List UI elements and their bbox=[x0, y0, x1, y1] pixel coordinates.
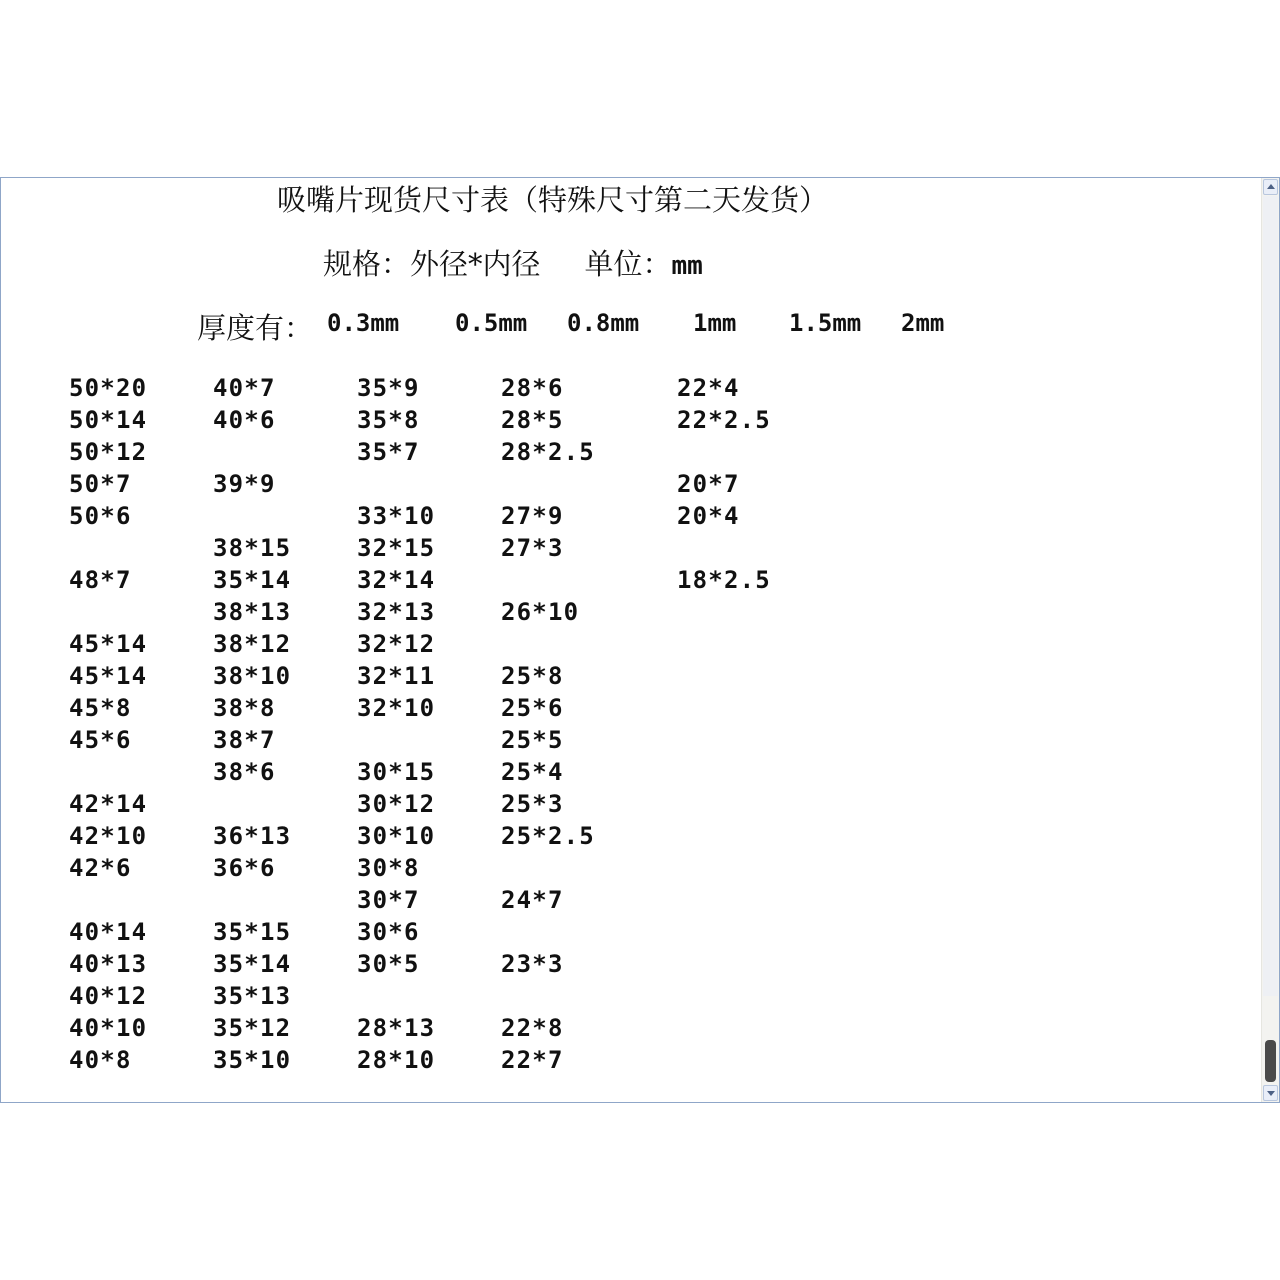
size-cell: 35*15 bbox=[213, 918, 292, 946]
size-cell: 30*12 bbox=[357, 790, 436, 818]
thickness-value: 0.5mm bbox=[455, 309, 528, 337]
scroll-down-arrow-icon[interactable] bbox=[1263, 1085, 1278, 1101]
size-cell: 30*7 bbox=[357, 886, 420, 914]
size-cell: 35*10 bbox=[213, 1046, 292, 1074]
scrollbar-track[interactable] bbox=[1263, 196, 1278, 996]
thickness-value: 1.5mm bbox=[789, 309, 862, 337]
size-cell: 38*12 bbox=[213, 630, 292, 658]
size-cell: 32*10 bbox=[357, 694, 436, 722]
page-title: 吸嘴片现货尺寸表（特殊尺寸第二天发货） bbox=[277, 183, 829, 217]
size-cell: 35*14 bbox=[213, 950, 292, 978]
size-cell: 23*3 bbox=[501, 950, 564, 978]
size-cell: 45*8 bbox=[69, 694, 132, 722]
size-cell: 50*20 bbox=[69, 374, 148, 402]
size-cell: 40*6 bbox=[213, 406, 276, 434]
size-cell: 36*13 bbox=[213, 822, 292, 850]
spec-label: 规格：外径*内径 bbox=[323, 247, 541, 281]
size-cell: 45*6 bbox=[69, 726, 132, 754]
size-cell: 50*14 bbox=[69, 406, 148, 434]
size-cell: 18*2.5 bbox=[677, 566, 771, 594]
size-cell: 32*12 bbox=[357, 630, 436, 658]
size-cell: 25*8 bbox=[501, 662, 564, 690]
size-cell: 35*13 bbox=[213, 982, 292, 1010]
size-cell: 28*10 bbox=[357, 1046, 436, 1074]
size-cell: 35*7 bbox=[357, 438, 420, 466]
size-cell: 35*12 bbox=[213, 1014, 292, 1042]
size-cell: 30*10 bbox=[357, 822, 436, 850]
size-cell: 22*7 bbox=[501, 1046, 564, 1074]
size-cell: 50*6 bbox=[69, 502, 132, 530]
size-cell: 40*12 bbox=[69, 982, 148, 1010]
size-cell: 26*10 bbox=[501, 598, 580, 626]
size-cell: 30*6 bbox=[357, 918, 420, 946]
size-cell: 32*11 bbox=[357, 662, 436, 690]
size-cell: 38*8 bbox=[213, 694, 276, 722]
size-cell: 50*12 bbox=[69, 438, 148, 466]
spec-line bbox=[323, 242, 703, 283]
thickness-value: 0.8mm bbox=[567, 309, 640, 337]
size-cell: 50*7 bbox=[69, 470, 132, 498]
size-cell: 42*14 bbox=[69, 790, 148, 818]
thickness-value: 2mm bbox=[901, 309, 945, 337]
size-cell: 38*13 bbox=[213, 598, 292, 626]
size-cell: 22*4 bbox=[677, 374, 740, 402]
size-cell: 27*3 bbox=[501, 534, 564, 562]
size-cell: 48*7 bbox=[69, 566, 132, 594]
size-cell: 40*14 bbox=[69, 918, 148, 946]
size-cell: 20*4 bbox=[677, 502, 740, 530]
size-cell: 22*2.5 bbox=[677, 406, 771, 434]
size-cell: 38*10 bbox=[213, 662, 292, 690]
size-cell: 28*5 bbox=[501, 406, 564, 434]
vertical-scrollbar[interactable] bbox=[1261, 178, 1279, 1102]
size-cell: 24*7 bbox=[501, 886, 564, 914]
size-cell: 40*13 bbox=[69, 950, 148, 978]
size-cell: 38*7 bbox=[213, 726, 276, 754]
browser-window bbox=[0, 177, 1280, 1103]
size-cell: 30*15 bbox=[357, 758, 436, 786]
unit-label: 单位： bbox=[584, 247, 672, 281]
size-cell: 25*4 bbox=[501, 758, 564, 786]
size-cell: 32*14 bbox=[357, 566, 436, 594]
scroll-up-arrow-icon[interactable] bbox=[1263, 179, 1278, 195]
size-cell: 38*6 bbox=[213, 758, 276, 786]
size-cell: 35*8 bbox=[357, 406, 420, 434]
size-cell: 35*9 bbox=[357, 374, 420, 402]
unit-value: mm bbox=[671, 251, 703, 281]
size-cell: 36*6 bbox=[213, 854, 276, 882]
size-cell: 40*7 bbox=[213, 374, 276, 402]
thickness-value: 1mm bbox=[693, 309, 737, 337]
size-cell: 42*6 bbox=[69, 854, 132, 882]
size-cell: 35*14 bbox=[213, 566, 292, 594]
thickness-line bbox=[197, 306, 945, 347]
size-cell: 22*8 bbox=[501, 1014, 564, 1042]
size-cell: 39*9 bbox=[213, 470, 276, 498]
size-cell: 32*13 bbox=[357, 598, 436, 626]
size-cell: 33*10 bbox=[357, 502, 436, 530]
size-cell: 28*13 bbox=[357, 1014, 436, 1042]
size-cell: 28*2.5 bbox=[501, 438, 595, 466]
thickness-value: 0.3mm bbox=[327, 309, 400, 337]
size-cell: 42*10 bbox=[69, 822, 148, 850]
size-cell: 32*15 bbox=[357, 534, 436, 562]
thickness-label: 厚度有： bbox=[197, 311, 314, 345]
size-cell: 30*8 bbox=[357, 854, 420, 882]
page-content bbox=[1, 178, 1263, 1102]
size-cell: 25*3 bbox=[501, 790, 564, 818]
size-cell: 28*6 bbox=[501, 374, 564, 402]
size-cell: 45*14 bbox=[69, 662, 148, 690]
size-cell: 40*10 bbox=[69, 1014, 148, 1042]
size-cell: 25*2.5 bbox=[501, 822, 595, 850]
size-cell: 27*9 bbox=[501, 502, 564, 530]
scrollbar-thumb[interactable] bbox=[1265, 1040, 1276, 1082]
size-cell: 20*7 bbox=[677, 470, 740, 498]
size-cell: 45*14 bbox=[69, 630, 148, 658]
size-cell: 25*6 bbox=[501, 694, 564, 722]
size-cell: 38*15 bbox=[213, 534, 292, 562]
size-cell: 25*5 bbox=[501, 726, 564, 754]
size-cell: 30*5 bbox=[357, 950, 420, 978]
size-cell: 40*8 bbox=[69, 1046, 132, 1074]
